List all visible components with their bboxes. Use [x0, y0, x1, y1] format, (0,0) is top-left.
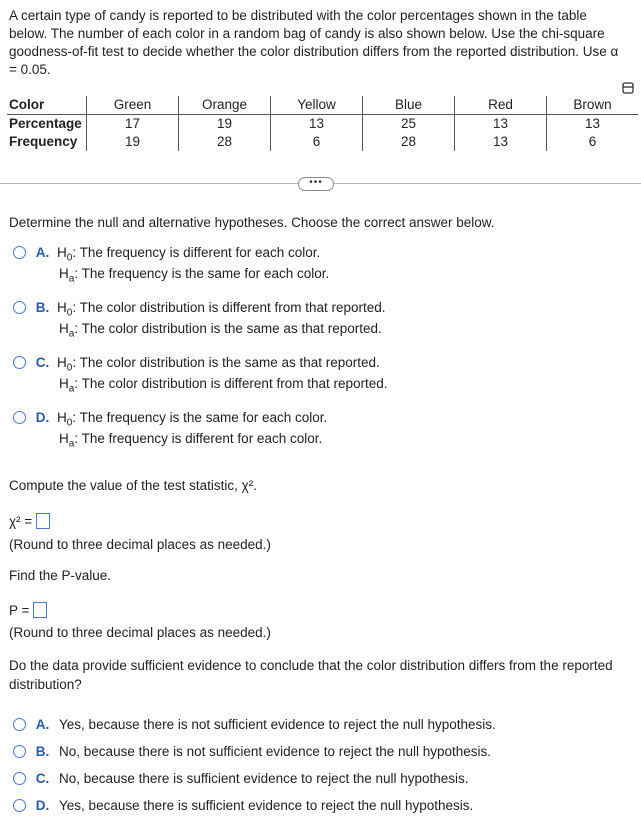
radio-button[interactable]	[13, 745, 26, 758]
percentage-cell: 13	[584, 116, 601, 131]
expand-icon[interactable]	[622, 82, 634, 94]
q1-option-c-ha	[59, 376, 388, 395]
ha-symbol: $H_a$:	[59, 431, 79, 450]
color-green: Green	[87, 96, 179, 115]
q4-option-b[interactable]	[13, 744, 491, 759]
frequency-cell: 13	[455, 133, 547, 151]
h0-symbol: $H_0$:	[57, 410, 77, 429]
frequency-cell: 28	[363, 133, 455, 151]
radio-button[interactable]	[13, 301, 26, 314]
percentage-cell: 13	[271, 115, 363, 134]
option-letter: A.	[35, 245, 50, 260]
candy-color-table	[7, 96, 638, 151]
option-ha-text: The frequency is the same for each color.	[81, 266, 330, 281]
option-letter: B.	[35, 300, 50, 315]
option-ha-text: The color distribution is different from that reported.	[81, 376, 388, 391]
p-value-input[interactable]	[33, 602, 47, 618]
color-blue: Blue	[363, 96, 455, 115]
frequency-cell: 19	[87, 133, 179, 151]
percentage-cell: 19	[179, 115, 271, 134]
percentage-cell: 25	[363, 115, 455, 134]
radio-button[interactable]	[13, 411, 26, 424]
radio-button[interactable]	[13, 772, 26, 785]
q4-option-a[interactable]	[13, 717, 496, 732]
h0-symbol: $H_0$:	[57, 355, 77, 374]
radio-button[interactable]	[13, 718, 26, 731]
option-ha-text: The frequency is different for each color.	[81, 431, 323, 446]
p-value-answer-row	[9, 602, 47, 618]
q1-option-d[interactable]	[13, 410, 327, 429]
radio-button[interactable]	[13, 799, 26, 812]
q1-option-d-ha	[59, 431, 322, 450]
q1-option-b[interactable]	[13, 300, 386, 319]
option-ha-text: The color distribution is the same as that reported.	[81, 321, 382, 336]
color-yellow: Yellow	[271, 96, 363, 115]
option-h0-text: The frequency is the same for each color.	[79, 410, 328, 425]
color-brown: Brown	[547, 96, 639, 115]
option-text: No, because there is not sufficient evidence to reject the null hypothesis.	[59, 744, 492, 759]
frequency-cell: 6	[588, 134, 597, 149]
q2-round-note: (Round to three decimal places as needed.)	[9, 537, 271, 552]
option-letter: C.	[35, 771, 50, 786]
radio-button[interactable]	[13, 356, 26, 369]
ha-symbol: $H_a$:	[59, 266, 79, 285]
option-letter: C.	[35, 355, 50, 370]
row-label-color: Color	[7, 96, 87, 115]
table-row-color	[7, 96, 638, 115]
q2-prompt: Compute the value of the test statistic, χ².	[9, 478, 257, 493]
chi-square-answer-row	[9, 513, 50, 529]
ha-symbol: $H_a$:	[59, 321, 79, 340]
q1-option-c[interactable]	[13, 355, 380, 374]
table-row-frequency	[7, 133, 638, 151]
more-button[interactable]: •••	[298, 177, 334, 191]
color-red: Red	[455, 96, 547, 115]
table-row-percentage	[7, 115, 638, 134]
q4-prompt: Do the data provide sufficient evidence to conclude that the color distribution differs from the reported distribution?	[9, 658, 613, 692]
option-letter: A.	[35, 717, 50, 732]
q3-round-note: (Round to three decimal places as needed.)	[9, 625, 271, 640]
option-text: Yes, because there is not sufficient evidence to reject the null hypothesis.	[59, 717, 496, 732]
row-label-percentage: Percentage	[7, 115, 87, 134]
color-orange: Orange	[179, 96, 271, 115]
h0-symbol: $H_0$:	[57, 245, 77, 264]
frequency-cell: 6	[271, 133, 363, 151]
ha-symbol: $H_a$:	[59, 376, 79, 395]
q3-prompt: Find the P-value.	[9, 568, 112, 583]
option-h0-text: The color distribution is different from that reported.	[79, 300, 386, 315]
q4-option-c[interactable]	[13, 771, 469, 786]
option-text: No, because there is sufficient evidence to reject the null hypothesis.	[59, 771, 469, 786]
option-letter: D.	[35, 410, 50, 425]
q1-option-a[interactable]	[13, 245, 320, 264]
percentage-cell: 17	[87, 115, 179, 134]
p-value-label: P =	[9, 603, 30, 618]
problem-intro: A certain type of candy is reported to be distributed with the color percentages shown in the table below. The number of each color in a random bag of candy is also shown below. Use the chi-square goodness-of-fit test to decide whether the color distribution differs from the reported distribution. Use α = 0.05.	[9, 8, 619, 77]
q1-option-a-ha	[59, 266, 329, 285]
q1-prompt: Determine the null and alternative hypotheses. Choose the correct answer below.	[9, 215, 495, 230]
option-text: Yes, because there is sufficient evidence to reject the null hypothesis.	[59, 798, 474, 813]
option-letter: B.	[35, 744, 50, 759]
q4-option-d[interactable]	[13, 798, 473, 813]
h0-symbol: $H_0$:	[57, 300, 77, 319]
option-h0-text: The frequency is different for each color.	[79, 245, 321, 260]
percentage-cell: 13	[455, 115, 547, 134]
option-h0-text: The color distribution is the same as that reported.	[79, 355, 380, 370]
radio-button[interactable]	[13, 246, 26, 259]
chi-square-input[interactable]	[36, 513, 50, 529]
option-letter: D.	[35, 798, 50, 813]
chi-square-label: χ² =	[9, 514, 33, 529]
frequency-cell: 28	[179, 133, 271, 151]
row-label-frequency: Frequency	[7, 133, 87, 151]
q1-option-b-ha	[59, 321, 382, 340]
